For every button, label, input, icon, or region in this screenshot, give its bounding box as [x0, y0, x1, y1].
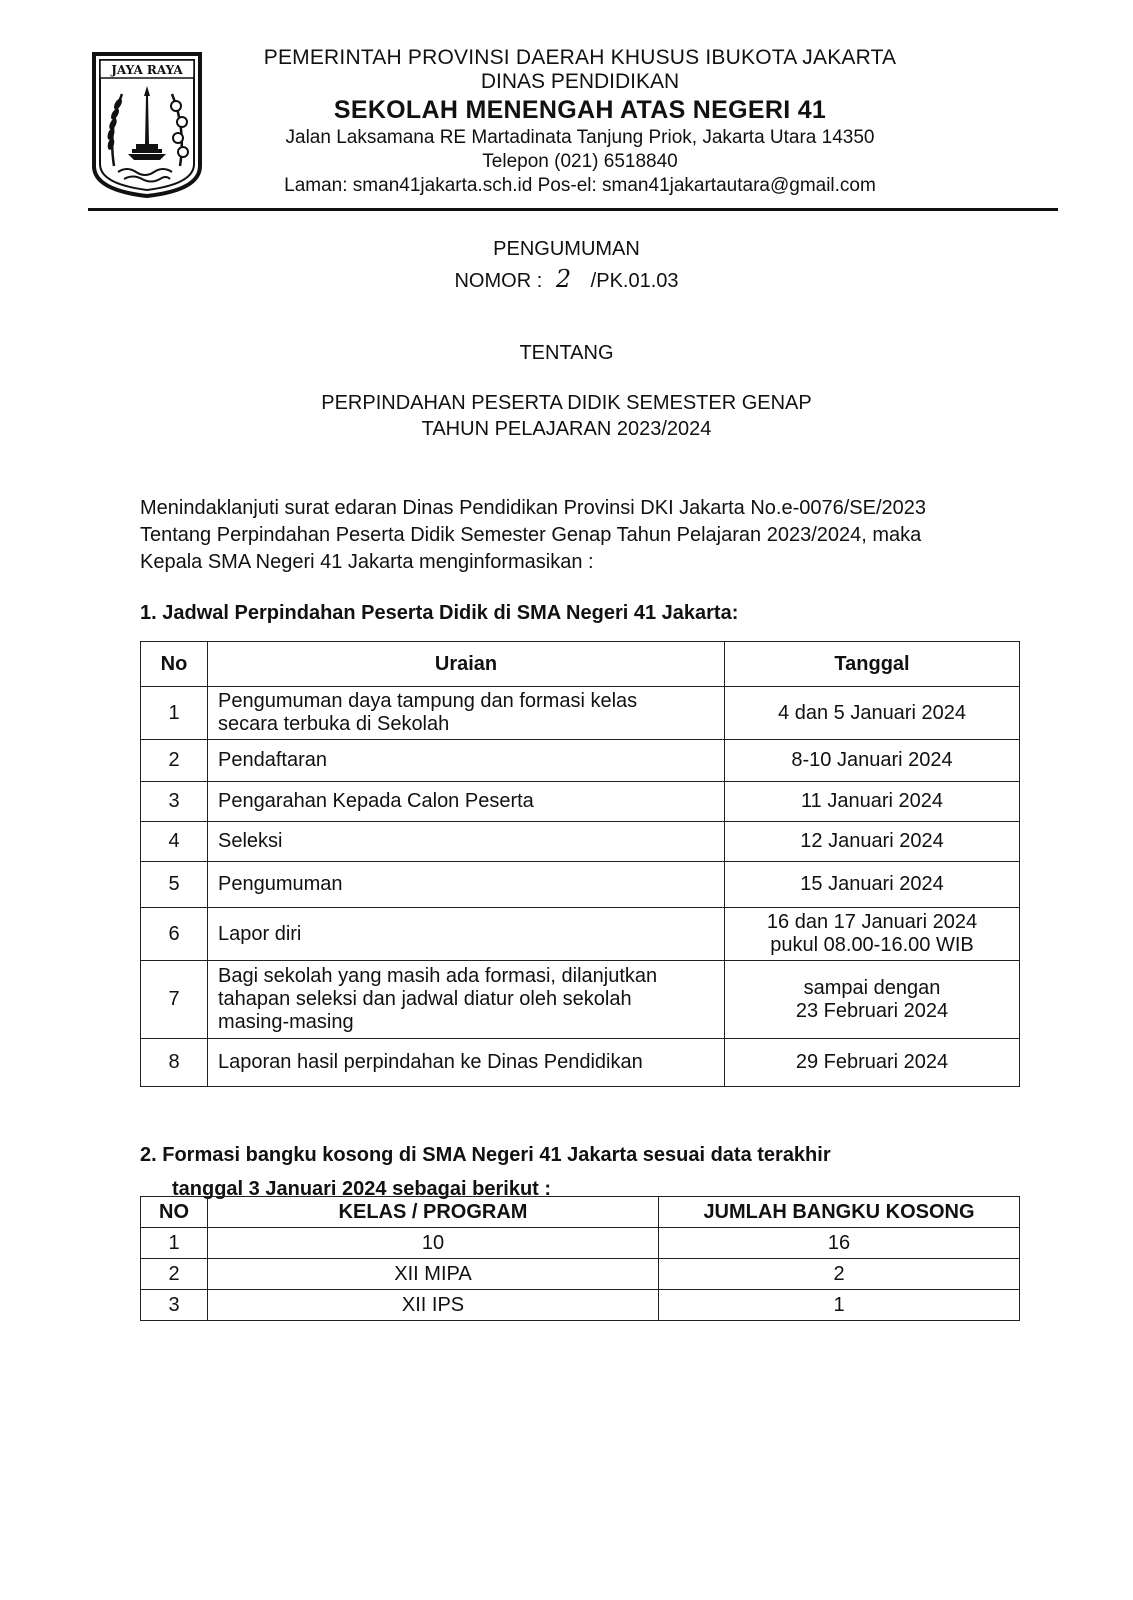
- cell-tanggal: 4 dan 5 Januari 2024: [725, 687, 1020, 740]
- column-header-uraian: Uraian: [208, 642, 725, 687]
- column-header-no: No: [141, 642, 208, 687]
- letterhead: [225, 46, 935, 198]
- cell-no: 5: [141, 862, 208, 908]
- cell-tanggal: 11 Januari 2024: [725, 782, 1020, 822]
- cell-kelas: 10: [208, 1228, 659, 1259]
- cell-no: 8: [141, 1039, 208, 1087]
- cell-no: 2: [141, 1259, 208, 1290]
- column-header-kelas: KELAS / PROGRAM: [208, 1197, 659, 1228]
- cell-tanggal: 8-10 Januari 2024: [725, 740, 1020, 782]
- section-1-title: 1. Jadwal Perpindahan Peserta Didik di SMA Negeri 41 Jakarta:: [140, 602, 739, 624]
- cell-kelas: XII IPS: [208, 1290, 659, 1321]
- cell-no: 3: [141, 1290, 208, 1321]
- table-row: [141, 908, 1020, 961]
- cell-jumlah: 2: [659, 1259, 1020, 1290]
- cell-uraian: Pengumuman: [208, 862, 725, 908]
- doc-about-label: TENTANG: [519, 342, 614, 364]
- cell-text: 23 Februari 2024: [795, 999, 949, 1022]
- letterhead-address: Jalan Laksamana RE Martadinata Tanjung Priok, Jakarta Utara 14350: [285, 127, 875, 148]
- table-row: [141, 687, 1020, 740]
- letterhead-school-name: SEKOLAH MENENGAH ATAS NEGERI 41: [333, 96, 827, 124]
- cell-text: pukul 08.00-16.00 WIB: [770, 934, 974, 956]
- cell-uraian: Lapor diri: [208, 908, 725, 961]
- cell-uraian: Pendaftaran: [208, 740, 725, 782]
- cell-jumlah: 1: [659, 1290, 1020, 1321]
- cell-no: 1: [141, 687, 208, 740]
- table-row: [141, 822, 1020, 862]
- cell-text: sampai dengan: [803, 976, 941, 999]
- table-row: [141, 1039, 1020, 1087]
- cell-uraian: [208, 961, 725, 1039]
- table-row: [141, 1290, 1020, 1321]
- cell-text: secara terbuka di Sekolah: [218, 713, 450, 735]
- cell-tanggal: 29 Februari 2024: [725, 1039, 1020, 1087]
- vacancy-table: [140, 1196, 1020, 1321]
- schedule-table: [140, 641, 1020, 1087]
- table-row: [141, 740, 1020, 782]
- cell-text: masing-masing: [218, 1011, 354, 1033]
- column-header-tanggal: Tanggal: [725, 642, 1020, 687]
- table-row: [141, 1228, 1020, 1259]
- letterhead-web-email: Laman: sman41jakarta.sch.id Pos-el: sman41jakartautara@gmail.com: [284, 175, 876, 196]
- intro-paragraph: [140, 495, 1030, 576]
- table-header-row: [141, 1197, 1020, 1228]
- cell-tanggal: [725, 961, 1020, 1039]
- section-2-title-line-1: 2. Formasi bangku kosong di SMA Negeri 41 Jakarta sesuai data terakhir: [140, 1144, 831, 1166]
- cell-no: 6: [141, 908, 208, 961]
- doc-subject-line-1: PERPINDAHAN PESERTA DIDIK SEMESTER GENAP: [321, 392, 812, 414]
- column-header-jumlah: JUMLAH BANGKU KOSONG: [659, 1197, 1020, 1228]
- table-row: [141, 782, 1020, 822]
- letterhead-government: PEMERINTAH PROVINSI DAERAH KHUSUS IBUKOTA JAKARTA: [263, 46, 897, 69]
- cell-jumlah: 16: [659, 1228, 1020, 1259]
- cell-no: 2: [141, 740, 208, 782]
- cell-tanggal: 15 Januari 2024: [725, 862, 1020, 908]
- cell-no: 7: [141, 961, 208, 1039]
- cell-text: Bagi sekolah yang masih ada formasi, dilanjutkan: [218, 965, 658, 987]
- cell-uraian: Laporan hasil perpindahan ke Dinas Pendidikan: [208, 1039, 725, 1087]
- doc-number-value: 2: [555, 265, 572, 293]
- doc-number: [0, 265, 1133, 293]
- cell-no: 4: [141, 822, 208, 862]
- cell-no: 1: [141, 1228, 208, 1259]
- cell-uraian: [208, 687, 725, 740]
- table-row: [141, 1259, 1020, 1290]
- letterhead-phone: Telepon (021) 6518840: [482, 151, 678, 172]
- doc-number-label: NOMOR :: [454, 270, 543, 292]
- cell-text: tahapan seleksi dan jadwal diatur oleh sekolah: [218, 988, 632, 1010]
- table-row: [141, 961, 1020, 1039]
- section-2-title-line-2: tanggal 3 Januari 2024 sebagai berikut :: [172, 1178, 552, 1200]
- cell-tanggal: [725, 908, 1020, 961]
- intro-line: Tentang Perpindahan Peserta Didik Semester Genap Tahun Pelajaran 2023/2024, maka: [140, 524, 922, 546]
- cell-text: 16 dan 17 Januari 2024: [766, 911, 978, 933]
- doc-subject-line-2: TAHUN PELAJARAN 2023/2024: [421, 418, 712, 440]
- jaya-raya-emblem-icon: [88, 48, 206, 200]
- letterhead-department: DINAS PENDIDIKAN: [480, 70, 680, 93]
- letterhead-divider: [88, 208, 1058, 211]
- logo-text: JAYA RAYA: [111, 63, 183, 77]
- doc-type: PENGUMUMAN: [493, 238, 640, 260]
- cell-kelas: XII MIPA: [208, 1259, 659, 1290]
- cell-no: 3: [141, 782, 208, 822]
- cell-text: Pengumuman daya tampung dan formasi kelas: [218, 690, 638, 712]
- intro-line: Menindaklanjuti surat edaran Dinas Pendidikan Provinsi DKI Jakarta No.e-0076/SE/2023: [140, 497, 927, 519]
- intro-line: Kepala SMA Negeri 41 Jakarta menginformasikan :: [140, 551, 594, 573]
- cell-tanggal: 12 Januari 2024: [725, 822, 1020, 862]
- doc-number-suffix: /PK.01.03: [590, 270, 679, 292]
- table-header-row: [141, 642, 1020, 687]
- table-row: [141, 862, 1020, 908]
- cell-uraian: Seleksi: [208, 822, 725, 862]
- column-header-no: NO: [141, 1197, 208, 1228]
- cell-uraian: Pengarahan Kepada Calon Peserta: [208, 782, 725, 822]
